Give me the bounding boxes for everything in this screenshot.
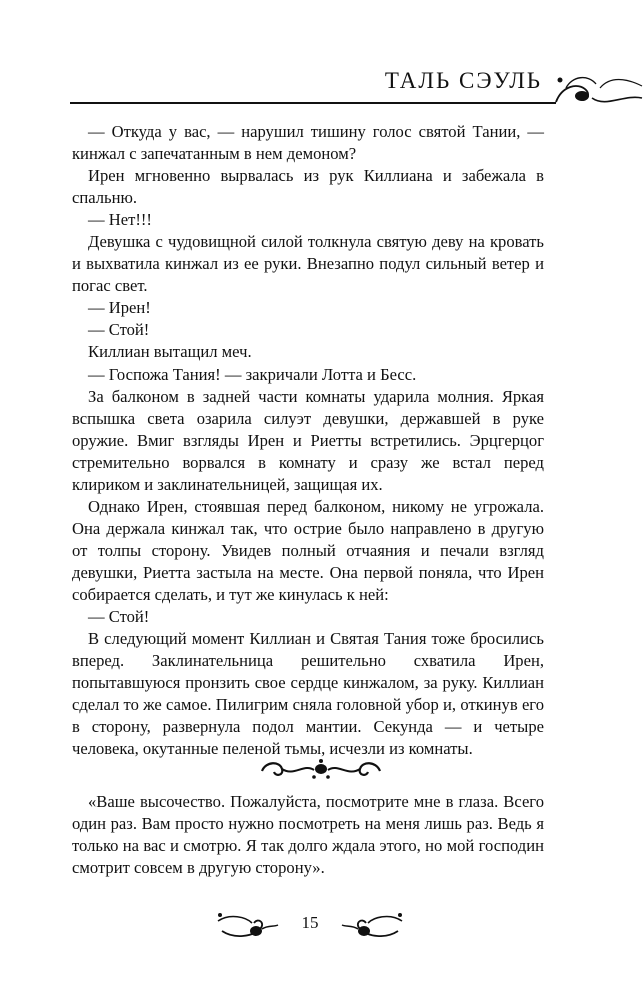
header-rule: [70, 102, 556, 104]
scroll-divider-icon: [258, 757, 384, 783]
letter-quote: [72, 791, 544, 879]
paragraph: Однако Ирен, стоявшая перед балконом, никому не угрожала. Она держала кинжал так, что острие было направлено в другую от толпы сторону. Увидев полный отчаяния и печали взгляд девушки, Риетта застыла на месте. Она первой поняла, что Ирен собирается сделать, и тут же кинулась к ней:: [72, 496, 544, 604]
paragraph: — Госпожа Тания! — закричали Лотта и Бесс.: [88, 364, 417, 384]
flourish-ornament-icon: [216, 909, 280, 943]
page-number: 15: [301, 913, 319, 932]
chapter-body: [72, 121, 544, 760]
flourish-ornament-icon: [552, 68, 644, 112]
paragraph: Ирен мгновенно вырвалась из рук Киллиана и забежала в спальню.: [72, 166, 544, 208]
paragraph: — Нет!!!: [88, 210, 152, 230]
paragraph: — Ирен!: [88, 298, 151, 318]
paragraph: Киллиан вытащил меч.: [88, 342, 252, 362]
paragraph: Девушка с чудовищной силой толкнула святую деву на кровать и выхватила кинжал из ее руки. Внезапно подул сильный ветер и погас свет.: [72, 232, 544, 296]
running-header: [0, 60, 644, 116]
paragraph: За балконом в задней части комнаты ударила молния. Яркая вспышка света озарила силуэт девушки, державшей в руке оружие. Вмиг взгляды Ирен и Риетты встретились. Эрцгерцог стремительно ворвался в комнату и сразу же встал перед клириком и заклинательницей, защищая их.: [72, 386, 544, 494]
paragraph: — Стой!: [88, 320, 150, 340]
quote-paragraph: «Ваше высочество. Пожалуйста, посмотрите мне в глаза. Всего один раз. Вам просто нужно посмотреть на меня лишь раз. Ведь я только на вас и смотрю. Я так долго ждала этого, но мой господин смотрит совсем в другую сторону».: [72, 792, 544, 878]
paragraph: — Откуда у вас, — нарушил тишину голос святой Тании, — кинжал с запечатанным в нем демоном?: [72, 122, 544, 164]
running-title: ТАЛЬ СЭУЛЬ: [384, 68, 542, 93]
paragraph: — Стой!: [88, 607, 150, 627]
paragraph: В следующий момент Киллиан и Святая Тания тоже бросились вперед. Заклинательница решительно схватила Ирен, попытавшуюся пронзить свое сердце кинжалом, за руку. Киллиан сделал то же самое. Пилигрим сняла головной убор и, откинув его в сторону, развернула подол мантии. Секунда — и четыре человека, окутанные пеленой тьмы, исчезли из комнаты.: [72, 629, 544, 759]
flourish-ornament-icon: [340, 909, 404, 943]
page-footer: [0, 907, 644, 947]
